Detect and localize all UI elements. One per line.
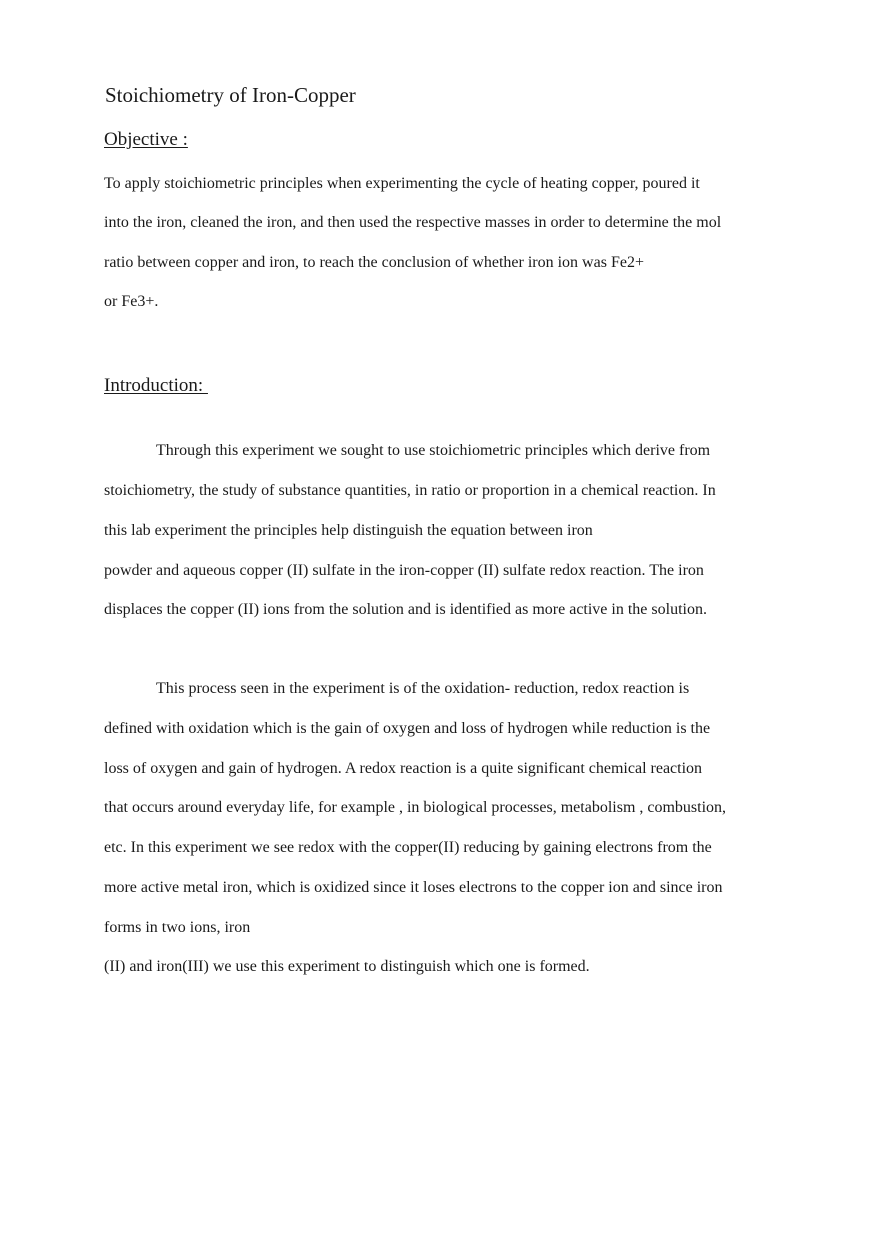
- document-title: Stoichiometry of Iron-Copper: [105, 83, 356, 107]
- intro-paragraph2-line: This process seen in the experiment is of the oxidation- reduction, redox reaction is: [156, 680, 690, 697]
- intro-paragraph1-line: this lab experiment the principles help distinguish the equation between iron: [104, 522, 593, 539]
- intro-paragraph2-line: loss of oxygen and gain of hydrogen. A redox reaction is a quite significant chemical reaction: [104, 760, 703, 777]
- intro-paragraph1-line: powder and aqueous copper (II) sulfate in the iron-copper (II) sulfate redox reaction. The iron: [104, 562, 704, 579]
- intro-paragraph2-line: that occurs around everyday life, for example , in biological processes, metabolism , combustion,: [104, 799, 727, 816]
- objective-heading: Objective :: [104, 129, 188, 150]
- intro-paragraph2-line: defined with oxidation which is the gain of oxygen and loss of hydrogen while reduction is the: [104, 720, 711, 737]
- intro-paragraph1-line: stoichiometry, the study of substance quantities, in ratio or proportion in a chemical reaction. In: [104, 482, 716, 499]
- intro-paragraph1-line: Through this experiment we sought to use stoichiometric principles which derive from: [156, 442, 711, 459]
- objective-line: To apply stoichiometric principles when experimenting the cycle of heating copper, poured it: [104, 175, 700, 192]
- intro-paragraph2-line: (II) and iron(III) we use this experiment to distinguish which one is formed.: [104, 958, 590, 975]
- introduction-heading: Introduction:: [104, 375, 208, 396]
- objective-line: into the iron, cleaned the iron, and then used the respective masses in order to determine the mol: [104, 214, 722, 231]
- intro-paragraph2-line: forms in two ions, iron: [104, 919, 251, 936]
- intro-paragraph2-line: etc. In this experiment we see redox with the copper(II) reducing by gaining electrons from the: [104, 839, 712, 856]
- objective-line: ratio between copper and iron, to reach the conclusion of whether iron ion was Fe2+: [104, 254, 644, 271]
- objective-line: or Fe3+.: [104, 293, 159, 310]
- intro-paragraph1-line: displaces the copper (II) ions from the solution and is identified as more active in the solution.: [104, 601, 707, 618]
- intro-paragraph2-line: more active metal iron, which is oxidized since it loses electrons to the copper ion and since iron: [104, 879, 723, 896]
